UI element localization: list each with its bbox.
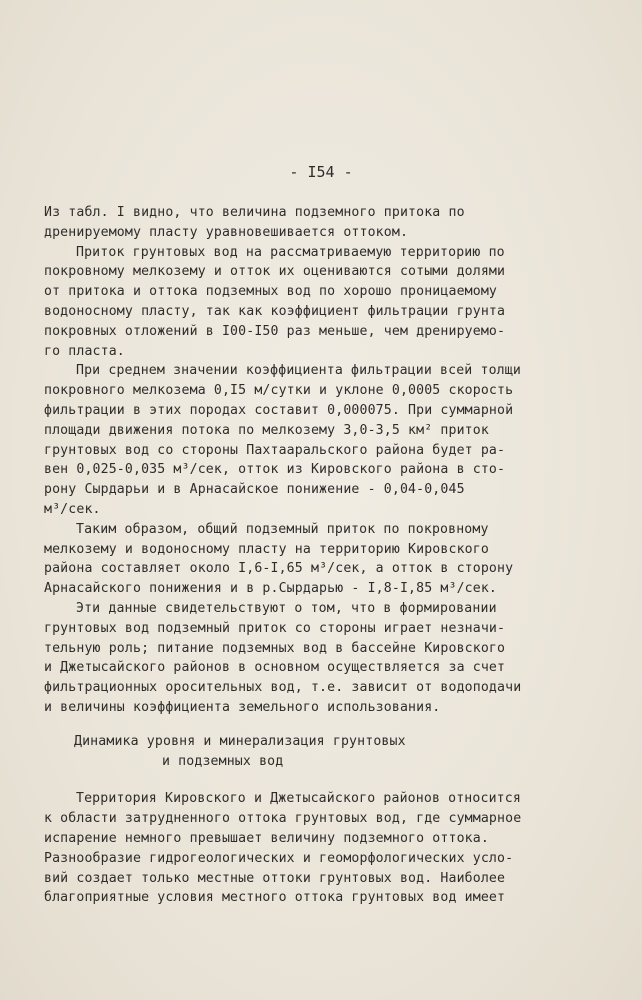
text-line: фильтрационных оросительных вод, т.е. зависит от водоподачи	[44, 680, 522, 696]
text-line: мелкозему и водоносному пласту на территорию Кировского	[44, 541, 489, 557]
body-text	[44, 203, 604, 908]
text-line: тельную роль; питание подземных вод в бассейне Кировского	[44, 640, 506, 656]
text-line: Территория Кировского и Джетысайского районов относится	[76, 791, 521, 807]
page-number: - I54 -	[289, 163, 353, 181]
text-line: При среднем значении коэффициента фильтрации всей толщи	[76, 363, 521, 379]
text-line: и величины коэффициента земельного использования.	[44, 699, 441, 715]
text-line: м³/сек.	[44, 501, 101, 517]
section-heading-line-1: Динамика уровня и минерализация грунтовых	[74, 733, 406, 749]
text-line: к области затрудненного оттока грунтовых вод, где суммарное	[44, 811, 522, 827]
text-line: водоносному пласту, так как коэффициент фильтрации грунта	[44, 303, 506, 319]
text-line: вен 0,025-0,035 м³/сек, отток из Кировского района в сто-	[44, 462, 506, 478]
text-line: Эти данные свидетельствуют о том, что в формировании	[76, 600, 497, 616]
paragraphs-after-heading	[44, 789, 604, 908]
text-line: го пласта.	[44, 343, 125, 359]
text-line: от притока и оттока подземных вод по хорошо проницаемому	[44, 284, 498, 300]
text-line: вий создает только местные оттоки грунтовых вод. Наиболее	[44, 870, 506, 886]
text-line: площади движения потока по мелкозему 3,0-3,5 км² приток	[44, 422, 489, 438]
text-line: грунтовых вод подземный приток со стороны играет незначи-	[44, 620, 506, 636]
text-line: покровных отложений в I00-I50 раз меньше, чем дренируемо-	[44, 323, 506, 339]
text-line: Из табл. I видно, что величина подземного притока по	[44, 205, 465, 220]
text-line: фильтрации в этих породах составит 0,000075. При суммарной	[44, 402, 514, 418]
text-line: и Джетысайского районов в основном осуществляется за счет	[44, 660, 506, 676]
paragraphs-before-heading	[44, 203, 604, 718]
text-line: дренируемому пласту уравновешивается оттоком.	[44, 224, 409, 240]
text-line: благоприятные условия местного оттока грунтовых вод имеет	[44, 890, 506, 906]
text-line: покровному мелкозему и отток их оцениваются сотыми долями	[44, 264, 506, 280]
text-line: покровного мелкозема 0,I5 м/сутки и уклоне 0,0005 скорость	[44, 383, 514, 399]
text-line: Таким образом, общий подземный приток по покровному	[76, 521, 489, 537]
text-line: Разнообразие гидрогеологических и геоморфологических усло-	[44, 850, 514, 866]
text-line: рону Сырдарьи и в Арнасайское понижение - 0,04-0,045	[44, 482, 465, 498]
text-line: Арнасайского понижения и в р.Сырдарью - I,8-I,85 м³/сек.	[44, 581, 498, 597]
text-line: испарение немного превышает величину подземного оттока.	[44, 830, 489, 846]
text-line: района составляет около I,6-I,65 м³/сек, а отток в сторону	[44, 561, 514, 577]
text-line: грунтовых вод со стороны Пахтааральского района будет ра-	[44, 442, 506, 458]
section-heading-line-2: и подземных вод	[162, 753, 284, 769]
text-line: Приток грунтовых вод на рассматриваемую территорию по	[76, 244, 505, 260]
